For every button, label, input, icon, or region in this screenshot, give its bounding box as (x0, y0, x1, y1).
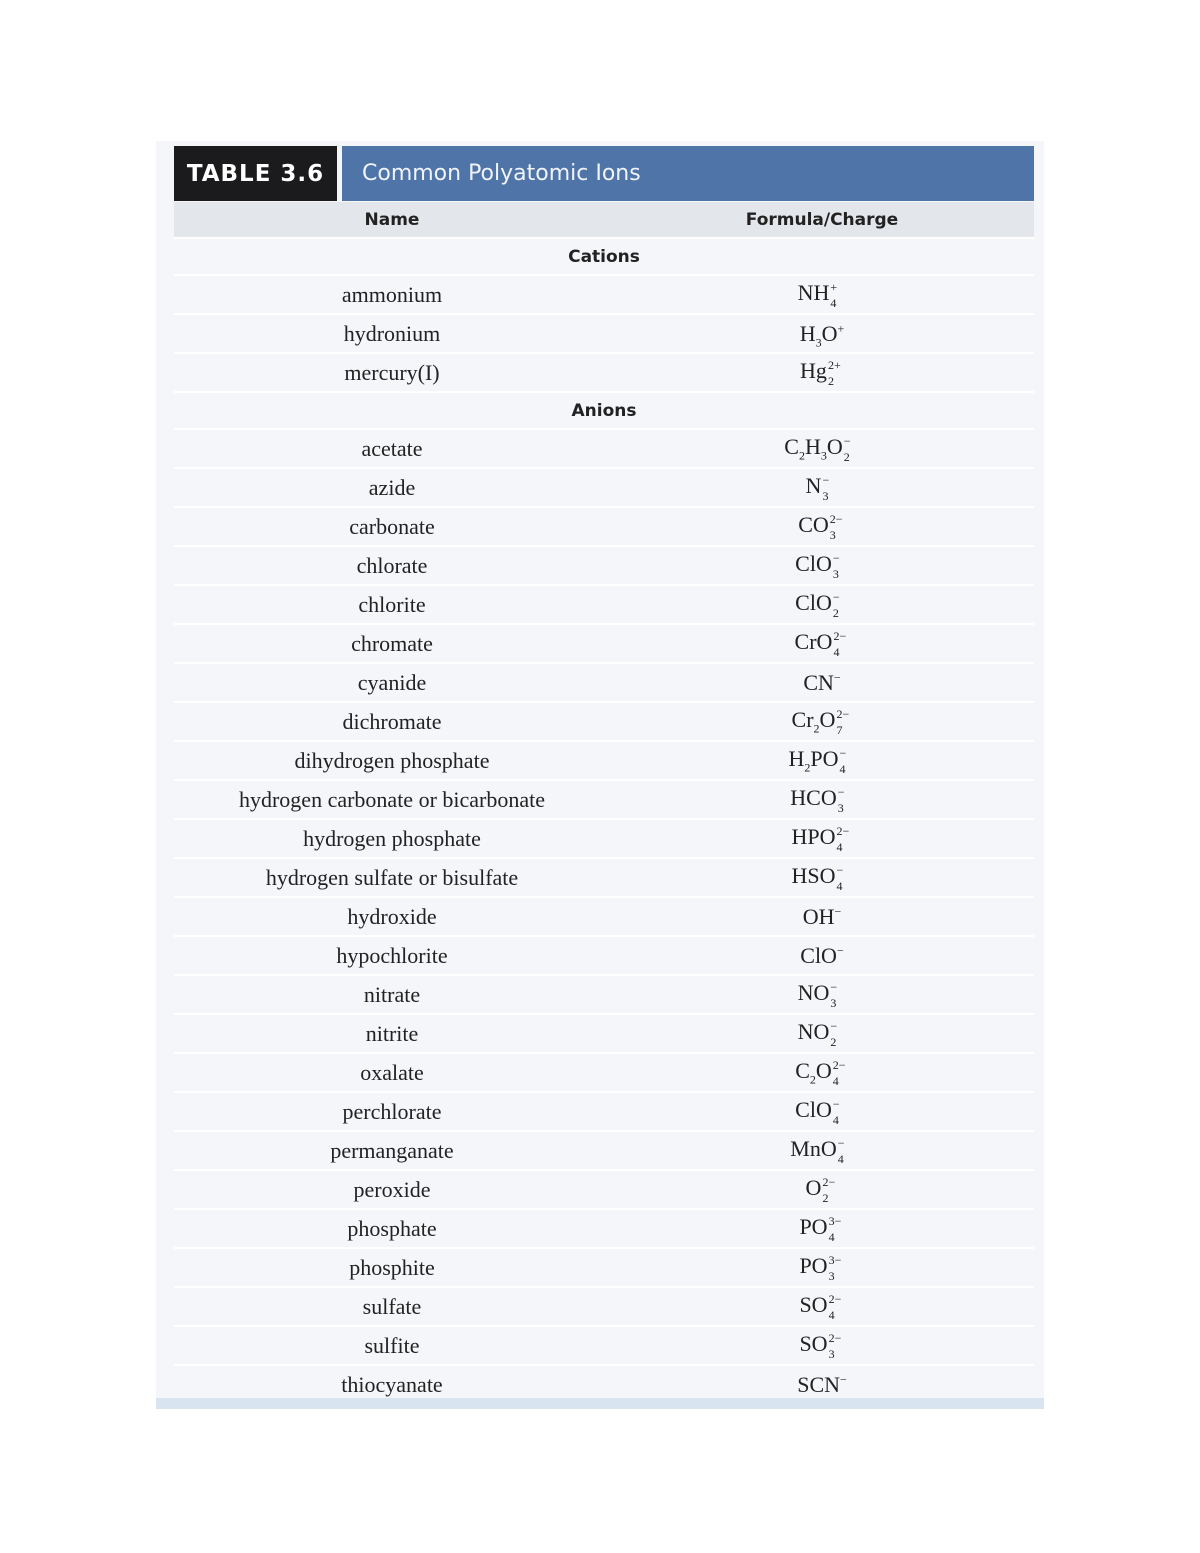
table-row (174, 1013, 1034, 1052)
ion-formula: NO − 3 (797, 979, 838, 1010)
ion-name: peroxide (353, 1176, 431, 1202)
table-row (174, 935, 1034, 974)
ion-formula: CO 2− 3 (798, 511, 843, 542)
ion-name: perchlorate (342, 1098, 442, 1124)
table-row (174, 857, 1034, 896)
ion-formula: HSO − 4 (791, 862, 844, 893)
ion-formula: SO 2− 3 (799, 1330, 842, 1361)
ion-name: mercury(I) (344, 359, 440, 385)
ion-name: phosphate (347, 1215, 437, 1241)
ion-name: dichromate (342, 708, 442, 734)
section-label-cations: Cations (174, 237, 1034, 274)
ion-formula: $H_3O^+$ (799, 320, 845, 349)
ion-formula: CN− (803, 669, 841, 695)
table-row (174, 1364, 1034, 1403)
table-row (174, 506, 1034, 545)
polyatomic-ions-table (174, 202, 1034, 1403)
ion-name: permanganate (330, 1137, 454, 1163)
ion-name: thiocyanate (341, 1371, 443, 1397)
ion-formula: NO − 2 (797, 1018, 838, 1049)
table-row (174, 545, 1034, 584)
section-label-anions: Anions (174, 391, 1034, 428)
table-row (174, 274, 1034, 313)
ion-formula: ClO − 4 (795, 1096, 840, 1127)
ion-name: hydrogen sulfate or bisulfate (265, 864, 519, 890)
ion-formula: O 2− 2 (805, 1174, 836, 1205)
table-row (174, 1325, 1034, 1364)
ion-name: carbonate (349, 513, 435, 539)
table-row (174, 1286, 1034, 1325)
ion-name: hydrogen carbonate or bicarbonate (238, 786, 546, 812)
table-number-tag: TABLE 3.6 (174, 146, 337, 201)
ion-formula: HCO − 3 (790, 784, 845, 815)
table-row (174, 701, 1034, 740)
ion-formula: $C_2O$ 2− 4 (795, 1057, 846, 1088)
ion-formula: Hg 2+ 2 (800, 357, 841, 388)
table-row (174, 313, 1034, 352)
table-row (174, 740, 1034, 779)
ion-formula: ClO − 2 (795, 589, 840, 620)
ion-formula: MnO − 4 (790, 1135, 845, 1166)
ion-name: sulfite (364, 1332, 420, 1358)
ion-formula: CrO 2− 4 (794, 628, 847, 659)
ion-name: cyanide (357, 669, 427, 695)
ion-name: chromate (351, 630, 433, 656)
ion-formula: SCN− (797, 1371, 847, 1397)
ion-name: hypochlorite (336, 942, 448, 968)
ion-formula: PO 3− 4 (799, 1213, 842, 1244)
ion-name: acetate (361, 435, 423, 461)
table-row (174, 1169, 1034, 1208)
table-header (174, 146, 1034, 201)
ion-formula: PO 3− 3 (799, 1252, 842, 1283)
ion-name: phosphite (349, 1254, 435, 1280)
ion-formula: $Cr_2O$ 2− 7 (791, 706, 850, 737)
ion-name: nitrate (363, 981, 421, 1007)
table-row (174, 352, 1034, 391)
table-body (174, 237, 1034, 1403)
table-row (174, 1208, 1034, 1247)
ion-formula: $C_2H_3O$ − 2 (784, 433, 851, 464)
table-row (174, 1052, 1034, 1091)
ion-name: hydroxide (347, 903, 437, 929)
table-row (174, 662, 1034, 701)
table-row (174, 467, 1034, 506)
ion-formula: SO 2− 4 (799, 1291, 842, 1322)
table-row (174, 896, 1034, 935)
ion-name: sulfate (362, 1293, 422, 1319)
column-header-formula: Formula/Charge (745, 209, 899, 230)
ion-name: nitrite (365, 1020, 419, 1046)
ion-formula: $H_2PO$ − 4 (788, 745, 847, 776)
ion-name: chlorate (356, 552, 428, 578)
ion-name: hydronium (343, 320, 441, 346)
table-row (174, 974, 1034, 1013)
table-title-bar (342, 146, 1034, 201)
ion-formula: OH− (802, 903, 842, 929)
table-row (174, 779, 1034, 818)
column-header-row (174, 202, 1034, 237)
ion-formula: N − 3 (805, 472, 830, 503)
table-row (174, 623, 1034, 662)
table-row (174, 1091, 1034, 1130)
table-row (174, 584, 1034, 623)
ion-formula: HPO 2− 4 (791, 823, 850, 854)
ion-name: dihydrogen phosphate (294, 747, 490, 773)
table-row (174, 1130, 1034, 1169)
ion-formula: NH + 4 (797, 279, 838, 310)
table-title: Common Polyatomic Ions (362, 161, 641, 186)
ion-name: hydrogen phosphate (303, 825, 481, 851)
ion-formula: ClO− (800, 942, 844, 968)
table-row (174, 1247, 1034, 1286)
column-header-name: Name (364, 209, 420, 230)
ion-formula: ClO − 3 (795, 550, 840, 581)
ion-name: oxalate (360, 1059, 424, 1085)
ion-name: chlorite (358, 591, 426, 617)
table-row (174, 428, 1034, 467)
ion-name: ammonium (341, 281, 443, 307)
table-row (174, 818, 1034, 857)
ion-name: azide (368, 474, 416, 500)
